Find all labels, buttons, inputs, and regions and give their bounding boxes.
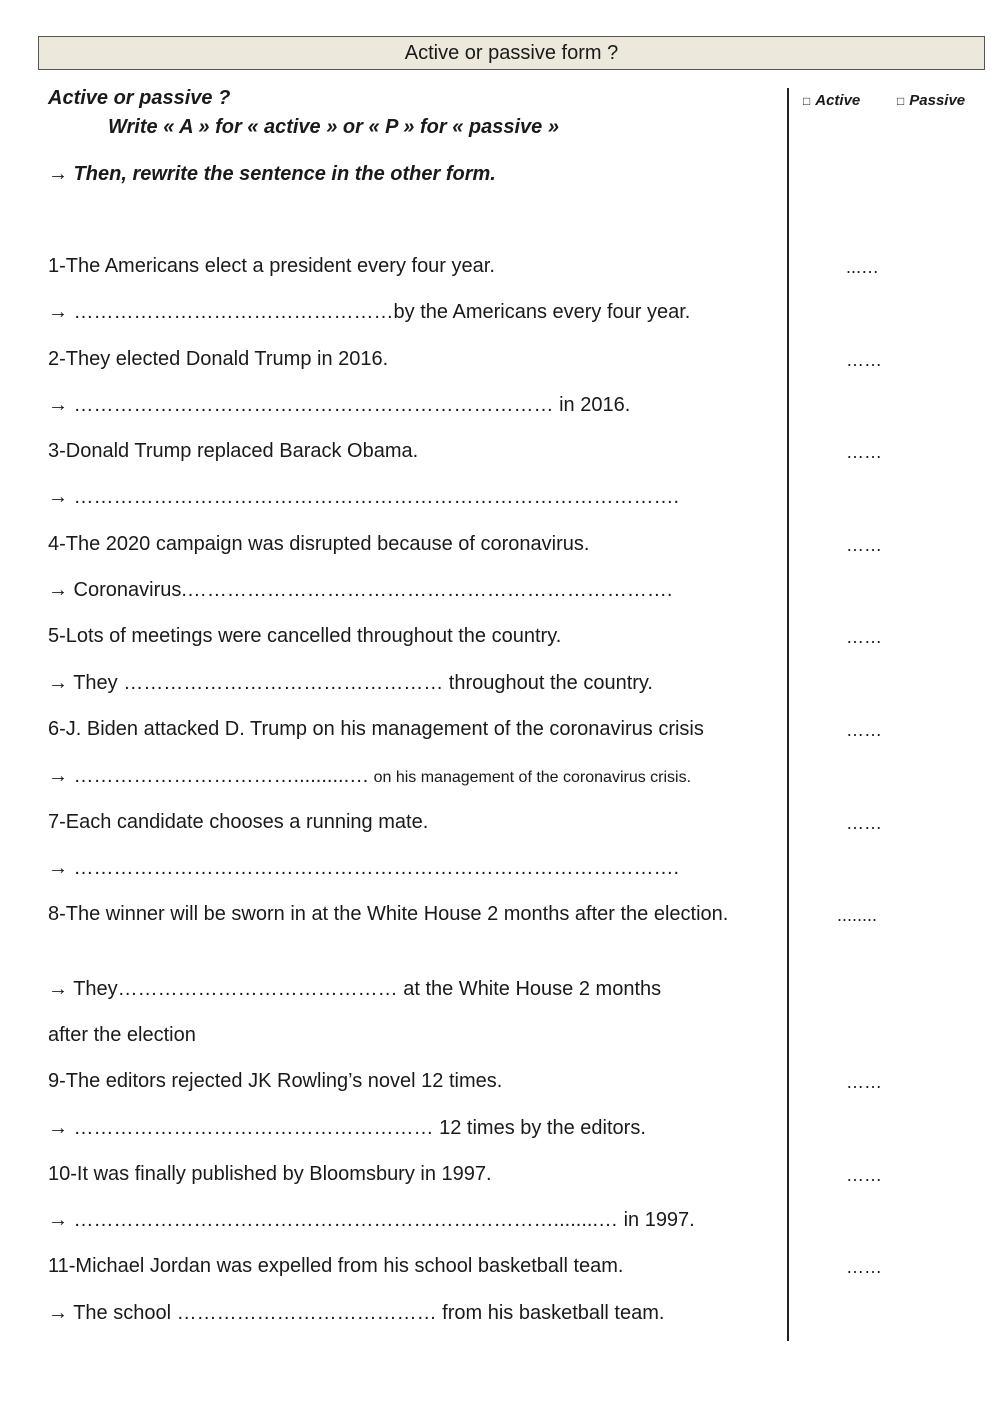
answer-blank-3[interactable]: …… <box>846 442 882 462</box>
sentence-10: 10-It was finally published by Bloomsbury in 1997. <box>48 1163 492 1185</box>
rewrite-line-10[interactable]: → ………………………………………………………………........… in 1997. <box>48 1209 695 1231</box>
sentence-11: 11-Michael Jordan was expelled from his school basketball team. <box>48 1255 624 1277</box>
sentence-5: 5-Lots of meetings were cancelled throughout the country. <box>48 625 562 647</box>
legend-passive <box>897 92 965 109</box>
sentence-8: 8-The winner will be sworn in at the White House 2 months after the election. <box>48 903 729 925</box>
answer-blank-8[interactable]: ........ <box>837 905 878 925</box>
answer-blank-4[interactable]: …… <box>846 535 882 555</box>
checkbox-icon[interactable]: □ <box>897 94 905 108</box>
sentence-7: 7-Each candidate chooses a running mate. <box>48 811 429 833</box>
legend-passive-label: Passive <box>909 92 966 109</box>
rewrite-line-3[interactable]: → ………………………………………………………………………………. <box>48 486 680 508</box>
instruction-rewrite: → Then, rewrite the sentence in the other form. <box>48 163 496 185</box>
sentence-2: 2-They elected Donald Trump in 2016. <box>48 348 389 370</box>
rewrite-line-1[interactable]: → …………………………………………by the Americans every four year. <box>48 301 691 323</box>
worksheet-title: Active or passive form ? <box>38 36 985 70</box>
rewrite-line-8-cont: after the election <box>48 1024 196 1046</box>
sentence-1: 1-The Americans elect a president every four year. <box>48 255 495 277</box>
rewrite-line-6[interactable] <box>48 765 691 788</box>
rewrite-line-9[interactable]: → ……………………………………………… 12 times by the editors. <box>48 1117 646 1139</box>
legend-active <box>803 92 860 109</box>
checkbox-icon[interactable]: □ <box>803 94 811 108</box>
legend-active-label: Active <box>815 92 861 109</box>
rewrite-line-8[interactable]: → They…………………………………… at the White House 2 months <box>48 978 662 1000</box>
sentence-3: 3-Donald Trump replaced Barack Obama. <box>48 440 419 462</box>
sentence-9: 9-The editors rejected JK Rowling’s novel 12 times. <box>48 1070 503 1092</box>
sentence-6: 6-J. Biden attacked D. Trump on his management of the coronavirus crisis <box>48 718 704 740</box>
rewrite-line-5[interactable]: → They ………………………………………… throughout the country. <box>48 672 653 694</box>
column-divider <box>787 88 789 1341</box>
answer-blank-10[interactable]: …… <box>846 1165 882 1185</box>
answer-blank-1[interactable]: ...… <box>846 257 880 277</box>
answer-blank-6[interactable]: …… <box>846 720 882 740</box>
rewrite-line-11[interactable]: → The school ………………………………… from his basketball team. <box>48 1302 665 1324</box>
instruction-line: Write « A » for « active » or « P » for « passive » <box>108 116 559 138</box>
answer-blank-11[interactable]: …… <box>846 1257 882 1277</box>
rewrite-line-6-blank: → ……………………………..........… <box>48 765 370 787</box>
rewrite-line-6-tail: on his management of the coronavirus crisis. <box>369 769 692 786</box>
rewrite-line-4[interactable]: → Coronavirus.………………………………………………………………. <box>48 579 673 601</box>
rewrite-line-7[interactable]: → ………………………………………………………………………………. <box>48 857 680 879</box>
instruction-heading: Active or passive ? <box>48 87 231 109</box>
answer-blank-7[interactable]: …… <box>846 813 882 833</box>
answer-blank-5[interactable]: …… <box>846 627 882 647</box>
sentence-4: 4-The 2020 campaign was disrupted because of coronavirus. <box>48 533 590 555</box>
answer-blank-2[interactable]: …… <box>846 350 882 370</box>
answer-blank-9[interactable]: …… <box>846 1072 882 1092</box>
rewrite-line-2[interactable]: → ……………………………………………………………… in 2016. <box>48 394 631 416</box>
